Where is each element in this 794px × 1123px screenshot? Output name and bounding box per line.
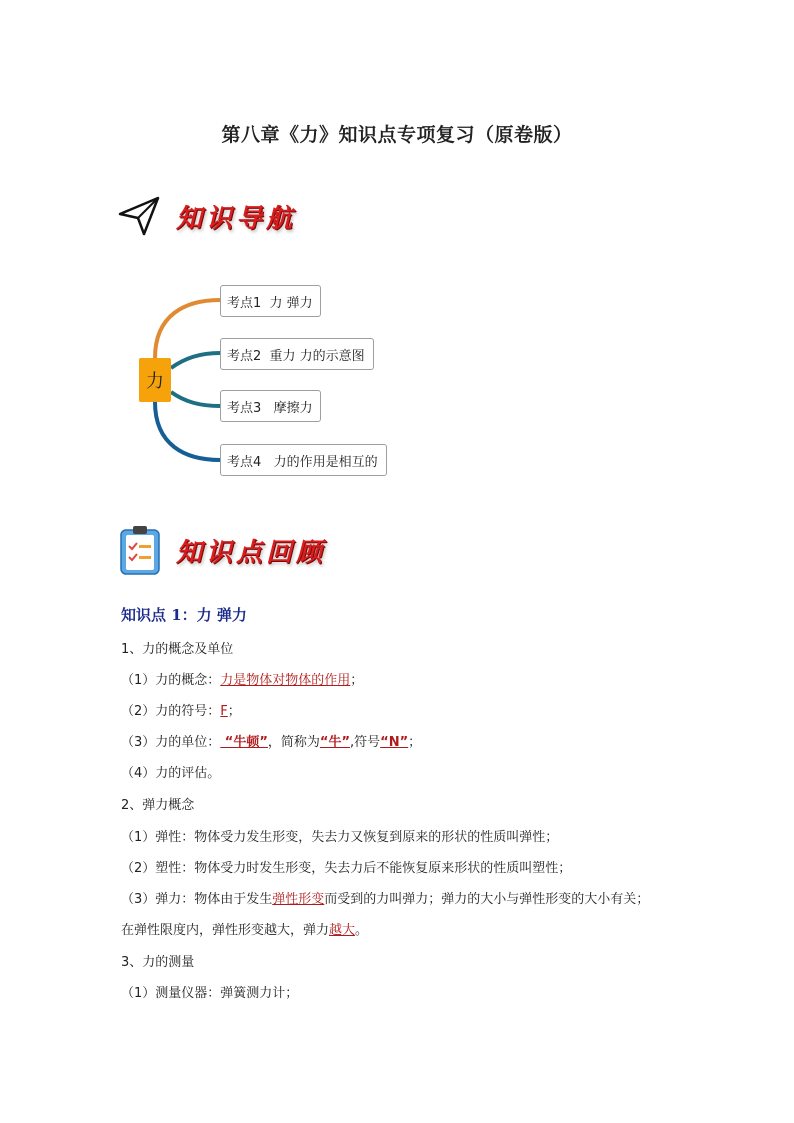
mind-map-branch-1: 考点1 力 弹力 xyxy=(220,285,321,317)
subheading-3: 3、力的测量 xyxy=(121,955,195,970)
answer-blank: “牛顿” xyxy=(220,735,268,750)
answer-blank: 越大 xyxy=(329,923,356,938)
line-measuring-instrument: （1）测量仪器：弹簧测力计； xyxy=(121,986,299,1001)
mind-map xyxy=(130,280,410,490)
mind-map-branch-4: 考点4 力的作用是相互的 xyxy=(220,444,387,476)
text-span: 。 xyxy=(355,923,369,938)
text-span: ； xyxy=(227,704,241,719)
line-plasticity: （2）塑性：物体受力时发生形变，失去力后不能恢复原来形状的性质叫塑性； xyxy=(121,861,572,876)
clipboard-icon xyxy=(118,524,162,576)
text-span: ,符号 xyxy=(350,735,381,750)
text-span: （3）弹力：物体由于发生 xyxy=(121,892,273,907)
text-span: ； xyxy=(408,735,422,750)
text-span: （1）力的概念： xyxy=(121,673,221,688)
text-span: ； xyxy=(350,673,364,688)
subheading-2: 2、弹力概念 xyxy=(121,798,195,813)
review-banner-text: 知识点回顾 xyxy=(176,537,327,568)
line-elastic-force xyxy=(121,888,649,907)
connector-branch-3 xyxy=(171,392,220,406)
subheading-1: 1、力的概念及单位 xyxy=(121,642,234,657)
text-span: 在弹性限度内，弹性形变越大，弹力 xyxy=(121,923,330,938)
paper-plane-icon xyxy=(118,194,162,238)
navigation-banner xyxy=(118,188,296,244)
line-force-estimate: （4）力的评估。 xyxy=(121,766,221,781)
text-span: 而受到的力叫弹力；弹力的大小与弹性形变的大小有关； xyxy=(324,892,650,907)
connector-branch-2 xyxy=(171,353,220,368)
text-span: （2）力的符号： xyxy=(121,704,221,719)
connector-branch-1 xyxy=(155,300,220,358)
line-force-unit xyxy=(121,731,421,750)
navigation-banner-text: 知识导航 xyxy=(176,203,297,234)
answer-blank: 弹性形变 xyxy=(272,892,325,907)
connector-branch-4 xyxy=(155,402,220,460)
section-heading: 知识点 1：力 弹力 xyxy=(121,606,247,624)
mind-map-branch-3: 考点3 摩擦力 xyxy=(220,390,321,422)
line-force-concept xyxy=(121,669,363,688)
answer-blank: 力是物体对物体的作用 xyxy=(220,673,351,688)
answer-blank: “N” xyxy=(380,735,409,750)
answer-blank: “牛” xyxy=(319,735,351,750)
line-elasticity: （1）弹性：物体受力发生形变，失去力又恢复到原来的形状的性质叫弹性； xyxy=(121,830,559,845)
document-title: 第八章《力》知识点专项复习（原卷版） xyxy=(221,124,573,146)
mind-map-branch-2: 考点2 重力 力的示意图 xyxy=(220,338,374,370)
answer-blank: F xyxy=(220,704,228,719)
text-span: ，简称为 xyxy=(267,735,320,750)
text-span: （3）力的单位： xyxy=(121,735,221,750)
line-elastic-limit xyxy=(121,919,368,938)
line-force-symbol xyxy=(121,700,241,719)
mind-map-center-node: 力 xyxy=(139,358,171,402)
review-banner xyxy=(118,522,326,578)
